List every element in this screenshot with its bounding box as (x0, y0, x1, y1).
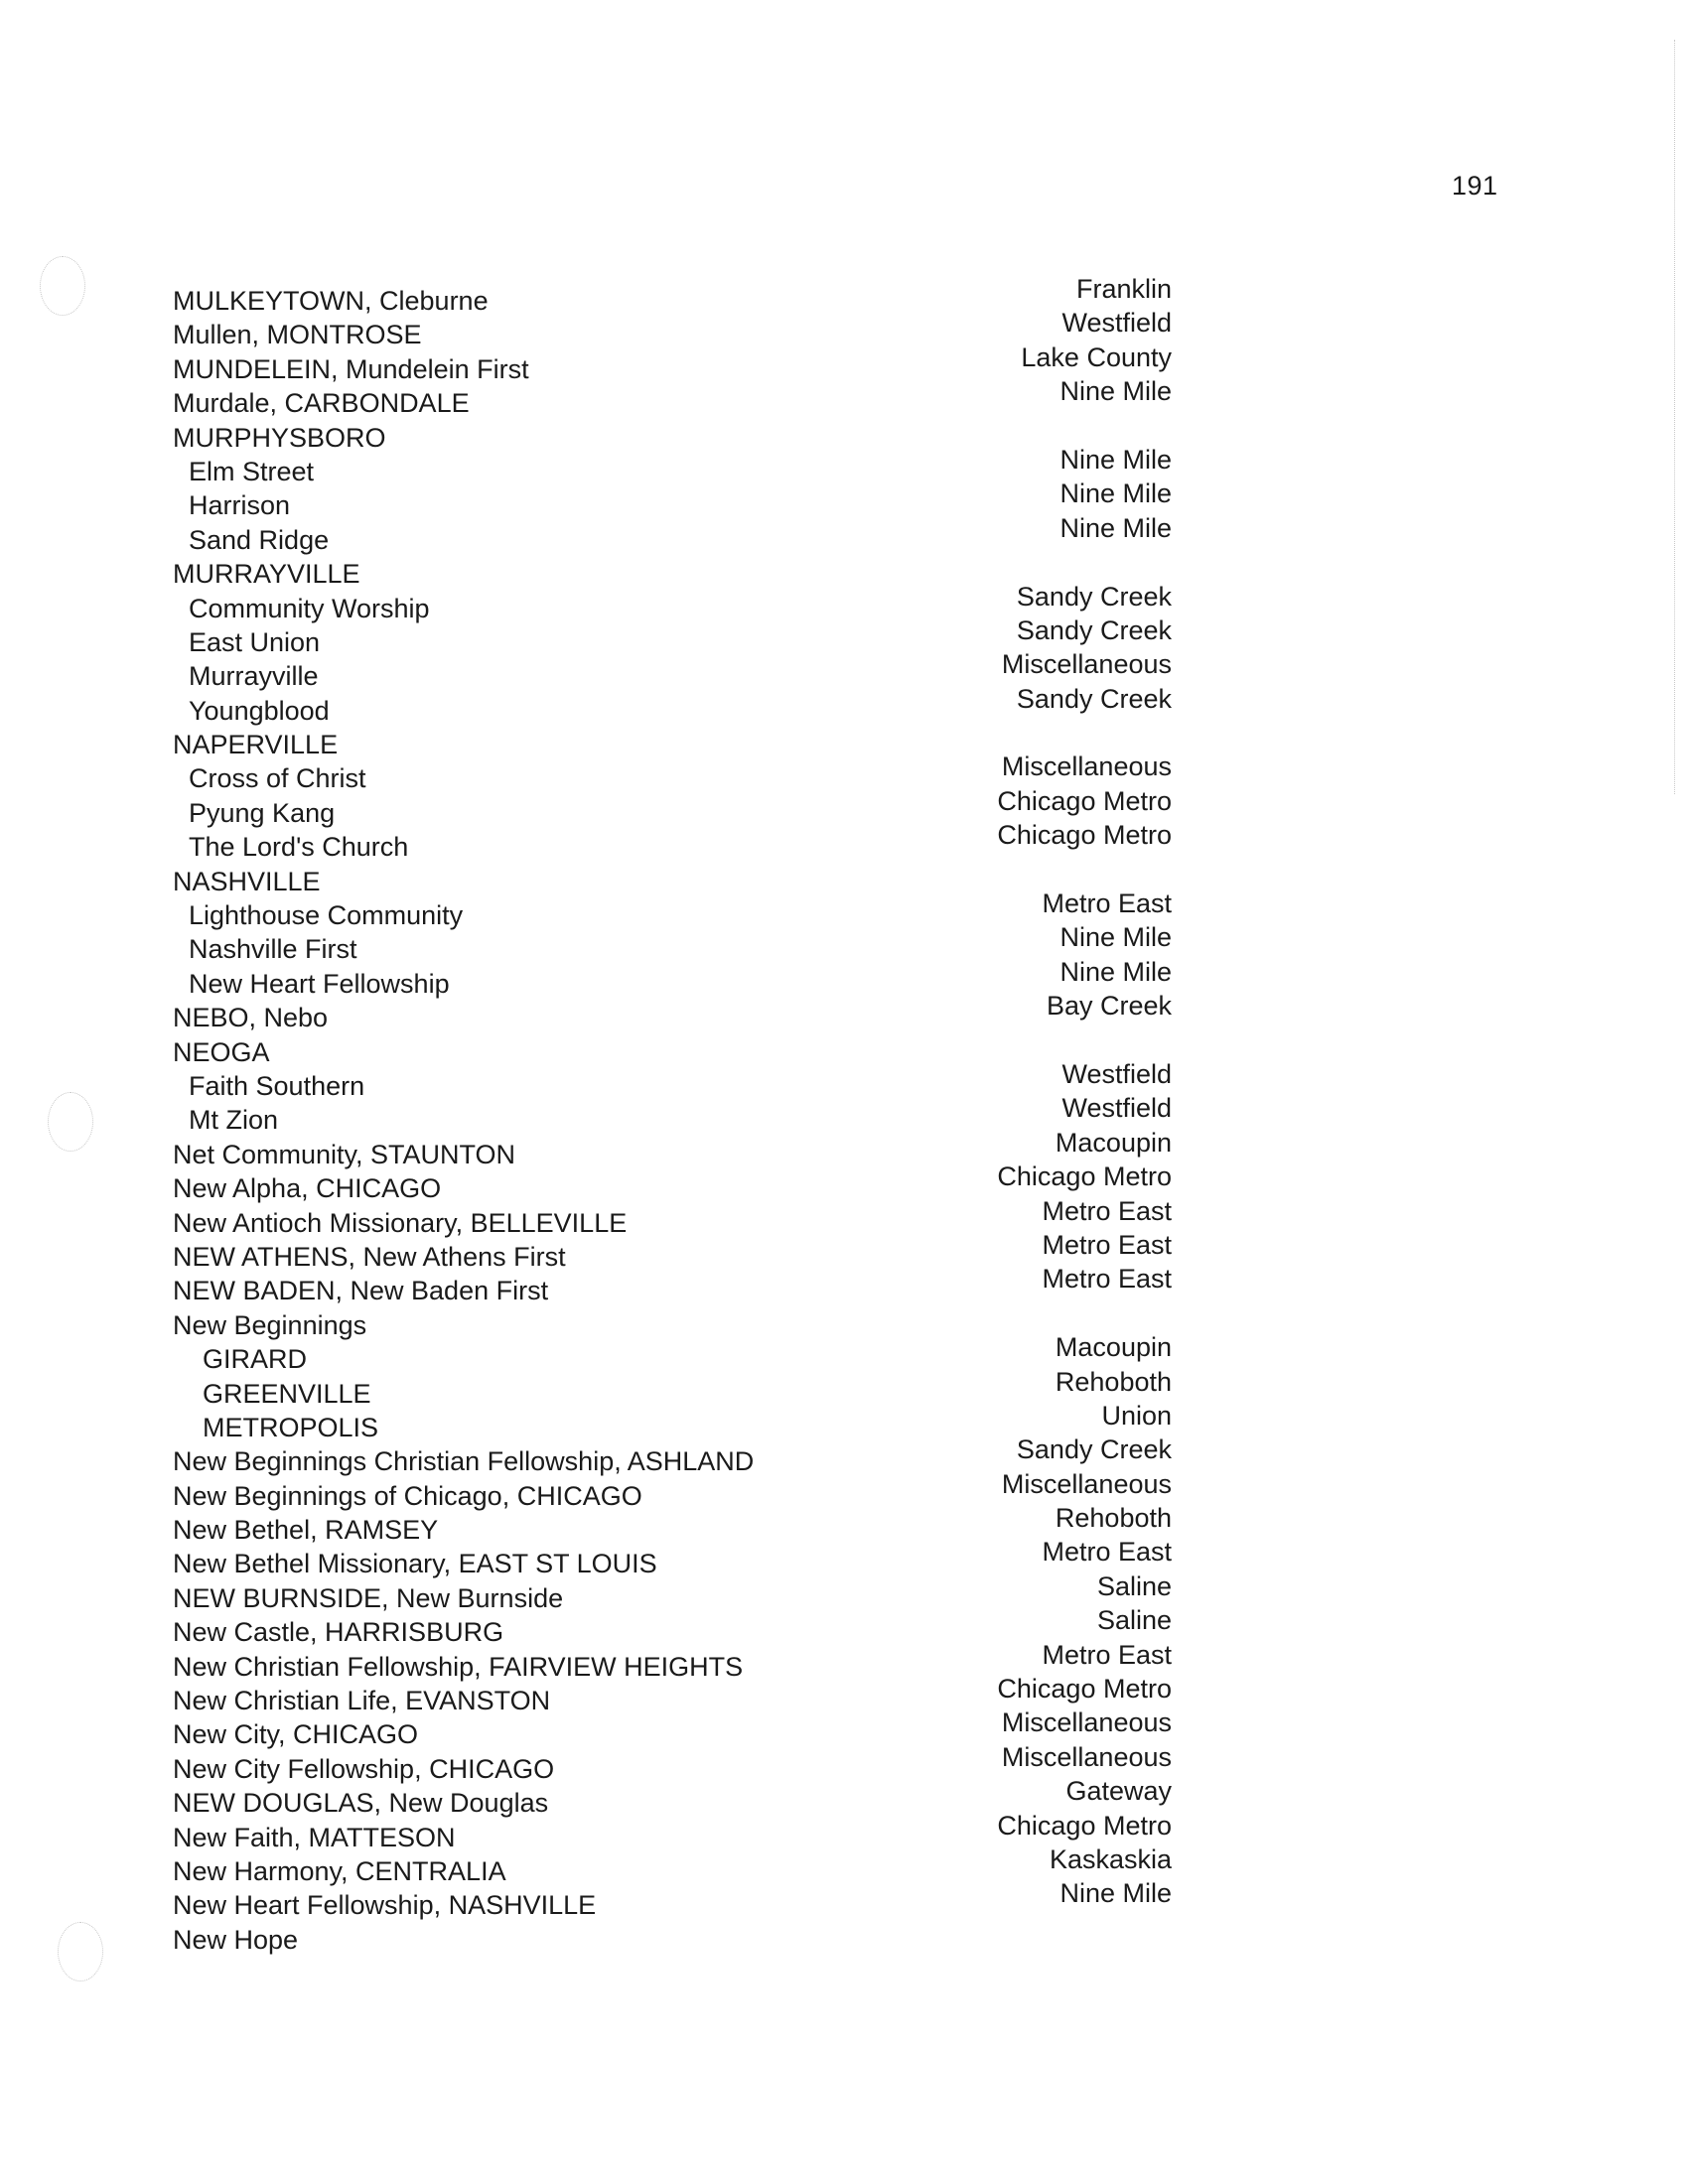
association-entry (914, 545, 1172, 579)
congregation-sub-entry: Murrayville (189, 661, 319, 692)
association-entry: Gateway (1065, 1776, 1172, 1807)
association-entry: Miscellaneous (1001, 1468, 1172, 1499)
association-entry: Westfield (1061, 1093, 1172, 1124)
association-entry: Saline (1096, 1605, 1172, 1636)
association-entry: Nine Mile (1059, 1878, 1172, 1909)
association-entry: Macoupin (1055, 1127, 1172, 1158)
association-entry: Nine Mile (1059, 376, 1172, 407)
congregation-entry: New Christian Fellowship, FAIRVIEW HEIGHTS (173, 1651, 744, 1682)
congregation-sub-entry: Sand Ridge (189, 524, 330, 555)
congregation-sub-entry: GIRARD (203, 1344, 308, 1375)
congregation-entry: NASHVILLE (173, 866, 321, 896)
congregation-entry: New Faith, MATTESON (173, 1822, 456, 1852)
association-entry: Sandy Creek (1016, 683, 1172, 714)
congregation-sub-entry: New Heart Fellowship (189, 968, 450, 999)
congregation-sub-entry: Lighthouse Community (189, 900, 464, 931)
association-entry: Chicago Metro (997, 785, 1172, 816)
congregation-sub-entry: East Union (189, 626, 321, 657)
congregation-sub-entry: METROPOLIS (203, 1412, 379, 1442)
binder-hole-top (40, 256, 85, 316)
congregation-entry: NEOGA (173, 1036, 270, 1067)
association-entry (914, 1297, 1172, 1330)
association-entry: Union (1101, 1400, 1172, 1431)
association-entry: Sandy Creek (1016, 614, 1172, 645)
congregation-entry: New Beginnings of Chicago, CHICAGO (173, 1480, 642, 1511)
association-entry: Rehoboth (1055, 1366, 1172, 1397)
association-entry: Franklin (1075, 274, 1172, 304)
association-entry: Sandy Creek (1016, 581, 1172, 612)
congregation-entry: Mullen, MONTROSE (173, 320, 422, 350)
association-entry: Westfield (1061, 1058, 1172, 1089)
association-entry: Chicago Metro (997, 1810, 1172, 1841)
association-entry: Nine Mile (1059, 444, 1172, 475)
association-entry: Lake County (1021, 341, 1172, 372)
association-entry: Rehoboth (1055, 1503, 1172, 1534)
association-entry: Metro East (1042, 1537, 1172, 1568)
congregation-entry: New Antioch Missionary, BELLEVILLE (173, 1207, 628, 1238)
congregation-entry: New City Fellowship, CHICAGO (173, 1753, 555, 1784)
association-entry (914, 409, 1172, 443)
congregation-entry: MURPHYSBORO (173, 422, 386, 453)
association-entry: Metro East (1042, 1639, 1172, 1670)
congregation-sub-entry: Youngblood (189, 695, 330, 726)
association-entry: Bay Creek (1046, 991, 1172, 1022)
congregation-entry: New Beginnings Christian Fellowship, ASHLAND (173, 1446, 755, 1477)
association-list (914, 272, 1172, 1911)
congregation-sub-entry: Pyung Kang (189, 797, 336, 828)
association-entry: Chicago Metro (997, 1161, 1172, 1192)
association-entry (914, 853, 1172, 887)
association-entry: Chicago Metro (997, 820, 1172, 851)
association-entry: Miscellaneous (1001, 1707, 1172, 1738)
association-entry: Metro East (1042, 1264, 1172, 1295)
association-entry: Miscellaneous (1001, 649, 1172, 680)
congregation-sub-entry: Elm Street (189, 456, 315, 486)
page-number: 191 (1452, 171, 1498, 201)
congregation-entry: New Castle, HARRISBURG (173, 1617, 504, 1648)
congregation-entry: New Heart Fellowship, NASHVILLE (173, 1890, 597, 1921)
association-entry: Macoupin (1055, 1332, 1172, 1363)
association-entry: Saline (1096, 1570, 1172, 1601)
congregation-sub-entry: Harrison (189, 490, 291, 521)
congregation-entry: New Bethel, RAMSEY (173, 1515, 439, 1546)
congregation-entry: New Harmony, CENTRALIA (173, 1855, 506, 1886)
association-entry: Nine Mile (1059, 512, 1172, 543)
association-entry: Miscellaneous (1001, 1741, 1172, 1772)
association-entry: Nine Mile (1059, 956, 1172, 987)
association-entry: Westfield (1061, 308, 1172, 339)
congregation-entry: Net Community, STAUNTON (173, 1139, 516, 1169)
binder-hole-bottom (58, 1922, 103, 1981)
congregation-sub-entry: Community Worship (189, 593, 430, 623)
congregation-entry: New City, CHICAGO (173, 1719, 419, 1750)
association-entry (914, 716, 1172, 750)
scan-edge-mark (1674, 40, 1677, 794)
association-entry: Kaskaskia (1049, 1843, 1172, 1874)
congregation-entry: New Beginnings (173, 1309, 367, 1340)
congregation-entry: NEW BURNSIDE, New Burnside (173, 1582, 564, 1613)
association-entry: Metro East (1042, 1195, 1172, 1226)
congregation-sub-entry: Faith Southern (189, 1070, 365, 1101)
congregation-entry: NEW BADEN, New Baden First (173, 1276, 549, 1306)
congregation-sub-entry: GREENVILLE (203, 1378, 371, 1409)
congregation-list (173, 284, 927, 1957)
congregation-entry: NEW DOUGLAS, New Douglas (173, 1788, 549, 1819)
binder-hole-middle (48, 1092, 93, 1152)
congregation-entry: MURRAYVILLE (173, 559, 360, 590)
association-entry (914, 1024, 1172, 1057)
congregation-entry: New Alpha, CHICAGO (173, 1173, 442, 1204)
congregation-entry: MUNDELEIN, Mundelein First (173, 353, 529, 384)
association-entry: Metro East (1042, 888, 1172, 919)
congregation-sub-entry: The Lord's Church (189, 832, 409, 863)
association-entry: Metro East (1042, 1229, 1172, 1260)
congregation-sub-entry: Mt Zion (189, 1105, 279, 1136)
congregation-sub-entry: Nashville First (189, 934, 357, 965)
congregation-entry: New Christian Life, EVANSTON (173, 1686, 551, 1716)
congregation-entry: MULKEYTOWN, Cleburne (173, 286, 489, 316)
association-entry: Miscellaneous (1001, 751, 1172, 782)
association-entry: Chicago Metro (997, 1674, 1172, 1705)
congregation-entry: NAPERVILLE (173, 730, 339, 760)
congregation-entry: New Hope (173, 1924, 299, 1955)
association-entry: Nine Mile (1059, 478, 1172, 509)
congregation-entry: NEBO, Nebo (173, 1003, 329, 1033)
congregation-entry: NEW ATHENS, New Athens First (173, 1241, 566, 1272)
association-entry: Sandy Creek (1016, 1434, 1172, 1465)
association-entry: Nine Mile (1059, 922, 1172, 953)
congregation-entry: New Bethel Missionary, EAST ST LOUIS (173, 1549, 657, 1579)
congregation-entry: Murdale, CARBONDALE (173, 388, 470, 419)
congregation-sub-entry: Cross of Christ (189, 763, 366, 794)
